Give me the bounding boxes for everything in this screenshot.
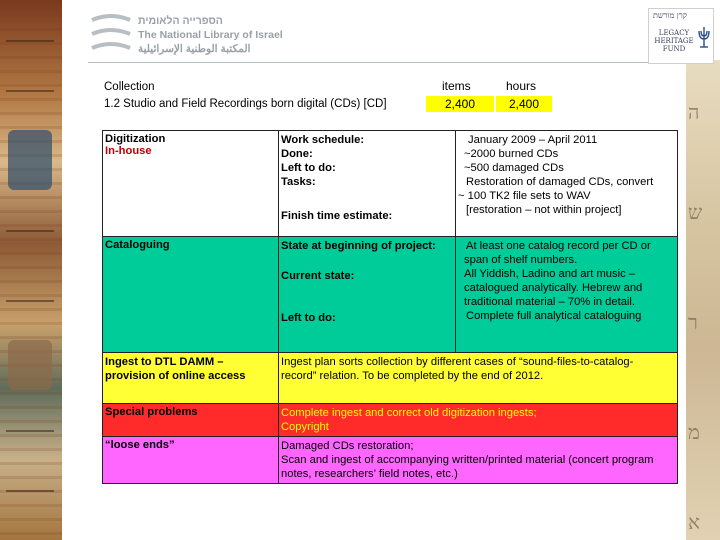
collection-label: Collection <box>104 81 155 93</box>
row-subtitle: In-house <box>105 145 152 157</box>
field-label: Tasks: <box>281 176 316 188</box>
collection-name: 1.2 Studio and Field Recordings born digital (CDs) [CD] <box>104 98 387 110</box>
table-row-loose-ends <box>103 437 678 484</box>
field-value: catalogued analytically. Hebrew and <box>464 282 643 294</box>
field-value: ~2000 burned CDs <box>464 148 559 160</box>
hours-label: hours <box>506 79 537 93</box>
items-label: items <box>442 79 471 93</box>
nli-arabic-name: المكتبة الوطنية الإسرائيلية <box>138 43 251 55</box>
field-value: traditional material – 70% in detail. <box>464 296 636 308</box>
decorative-manuscript-strip-right <box>686 60 720 540</box>
field-label: Left to do: <box>281 312 336 324</box>
decorative-glyph: א <box>688 510 701 534</box>
nli-logo-icon <box>88 14 134 54</box>
nli-hebrew-name: הספרייה הלאומית <box>138 15 223 27</box>
field-label: Work schedule: <box>281 134 365 146</box>
decorative-manuscript-strip-left <box>0 0 62 540</box>
row-header <box>103 131 279 237</box>
field-value: span of shelf numbers. <box>464 254 578 266</box>
row-header <box>103 404 279 437</box>
row-title: “loose ends” <box>105 439 175 451</box>
field-value: All Yiddish, Ladino and art music – <box>464 268 636 280</box>
legacy-hebrew: קרן מורשת <box>653 11 688 20</box>
field-label: Left to do: <box>281 162 336 174</box>
header-divider <box>88 62 658 63</box>
decorative-stroke <box>6 300 54 302</box>
row-values <box>456 237 678 353</box>
row-values <box>279 437 678 484</box>
field-value: Complete full analytical cataloguing <box>466 310 642 322</box>
decorative-glyph: מ <box>688 420 700 444</box>
decorative-glyph: ה <box>688 100 700 124</box>
decorative-stroke <box>6 490 54 492</box>
decorative-glyph: ש <box>688 200 703 224</box>
field-value: At least one catalog record per CD or <box>466 240 651 252</box>
decorative-stroke <box>6 430 54 432</box>
row-labels <box>279 131 456 237</box>
table-row-special-problems <box>103 404 678 437</box>
row-title: Ingest to DTL DAMM – provision of online access <box>105 356 246 382</box>
field-value: ~500 damaged CDs <box>464 162 564 174</box>
row-values <box>279 404 678 437</box>
decorative-stroke <box>6 40 54 42</box>
field-label: Finish time estimate: <box>281 210 393 222</box>
field-label: State at beginning of project: <box>281 240 436 252</box>
row-header <box>103 237 279 353</box>
row-title: Special problems <box>105 406 198 418</box>
field-value: Restoration of damaged CDs, convert <box>466 176 654 188</box>
legacy-heritage-fund-logo <box>648 8 714 64</box>
legacy-line: LEGACY <box>658 29 690 37</box>
menorah-icon <box>697 25 711 49</box>
legacy-wordmark <box>651 29 697 53</box>
collection-heading <box>104 79 387 113</box>
row-title: Cataloguing <box>105 239 170 251</box>
field-label: Done: <box>281 148 313 160</box>
field-value: Damaged CDs restoration; <box>281 440 414 452</box>
row-labels <box>279 237 456 353</box>
decorative-stroke <box>6 90 54 92</box>
row-values <box>279 353 678 404</box>
table-row-digitization <box>103 131 678 237</box>
project-status-table <box>102 130 678 484</box>
row-values <box>456 131 678 237</box>
row-header <box>103 353 279 404</box>
field-value: Copyright <box>281 421 329 433</box>
field-value: Complete ingest and correct old digitization ingests; <box>281 407 537 419</box>
table-row-cataloguing <box>103 237 678 353</box>
decorative-stroke <box>6 230 54 232</box>
table-row-ingest <box>103 353 678 404</box>
nli-english-name: The National Library of Israel <box>138 29 283 41</box>
field-value: Ingest plan sorts collection by different cases of “sound-files-to-catalog-record” relation. To be completed by the end of 2012. <box>281 356 634 382</box>
decorative-figure <box>8 130 52 190</box>
hours-value: 2,400 <box>496 96 552 112</box>
legacy-line: FUND <box>662 45 686 53</box>
field-value: Scan and ingest of accompanying written/printed material (concert program notes, researchers’ field notes, etc.) <box>281 454 654 480</box>
row-header <box>103 437 279 484</box>
field-value: [restoration – not within project] <box>466 204 622 216</box>
row-title: Digitization <box>105 133 166 145</box>
field-value: ~ 100 TK2 file sets to WAV <box>458 190 591 202</box>
field-value: January 2009 – April 2011 <box>468 134 598 146</box>
decorative-figure <box>8 340 52 390</box>
items-value: 2,400 <box>426 96 494 112</box>
legacy-line: HERITAGE <box>654 37 694 45</box>
decorative-glyph: ר <box>688 310 698 334</box>
nli-wordmark <box>138 14 283 56</box>
field-label: Current state: <box>281 270 355 282</box>
